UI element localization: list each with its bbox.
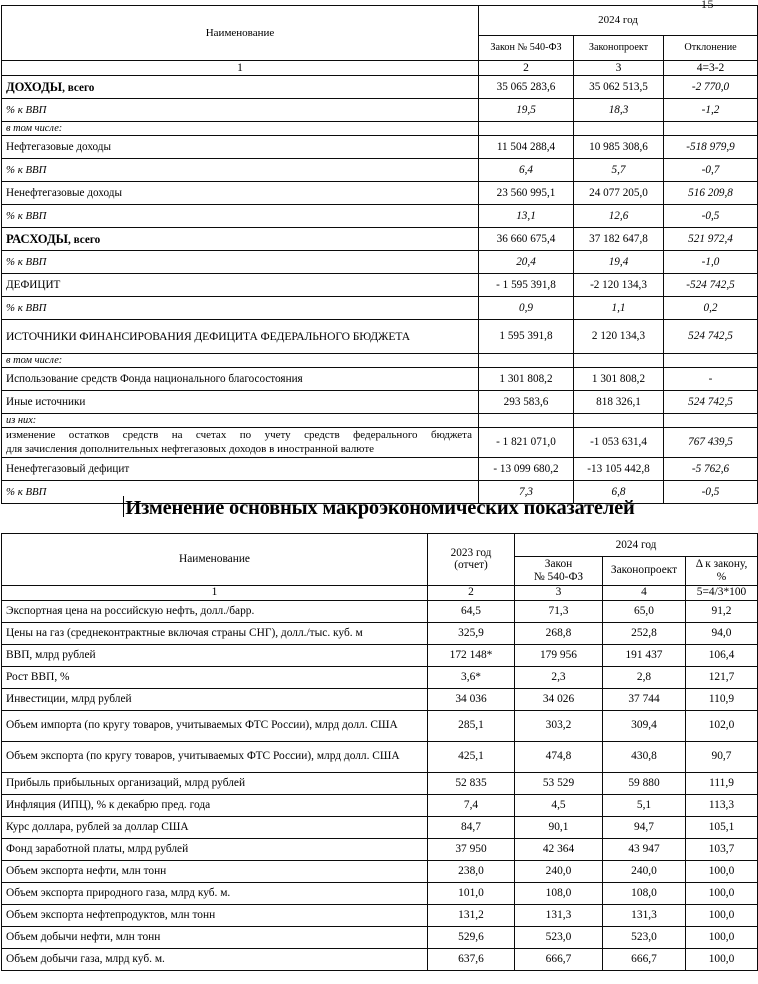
row-value-cell xyxy=(664,122,758,136)
row-label-cell: Объем импорта (по кругу товаров, учитываемых ФТС России), млрд долл. США xyxy=(2,710,428,741)
column-number-2: 2 xyxy=(479,61,574,76)
row-value-cell: 101,0 xyxy=(428,882,515,904)
row-value-cell: 238,0 xyxy=(428,860,515,882)
row-value-cell: -2 770,0 xyxy=(664,76,758,99)
row-value-cell: 0,9 xyxy=(479,297,574,320)
row-value-cell: -13 105 442,8 xyxy=(574,458,664,481)
row-value-cell: 105,1 xyxy=(686,816,758,838)
row-value-cell: 35 062 513,5 xyxy=(574,76,664,99)
row-value-cell: 0,2 xyxy=(664,297,758,320)
column-number-4: 4 xyxy=(603,585,686,600)
row-value-cell: 71,3 xyxy=(515,600,603,622)
row-value-cell: 2,8 xyxy=(603,666,686,688)
row-value-cell: 110,9 xyxy=(686,688,758,710)
row-value-cell: 34 026 xyxy=(515,688,603,710)
row-value-cell: -0,7 xyxy=(664,159,758,182)
table-row xyxy=(2,228,758,251)
row-value-cell: 5,1 xyxy=(603,794,686,816)
row-value-cell: 191 437 xyxy=(603,644,686,666)
table-row xyxy=(2,816,758,838)
table-row xyxy=(2,122,758,136)
row-value-cell: 666,7 xyxy=(515,948,603,970)
row-label-cell: Объем добычи газа, млрд куб. м. xyxy=(2,948,428,970)
macro-indicators-table-body xyxy=(2,600,758,970)
row-label-cell: % к ВВП xyxy=(2,159,479,182)
table-row xyxy=(2,882,758,904)
table-row xyxy=(2,948,758,970)
row-label-cell: % к ВВП xyxy=(2,297,479,320)
row-value-cell: 4,5 xyxy=(515,794,603,816)
table-row xyxy=(2,666,758,688)
row-value-cell: 108,0 xyxy=(515,882,603,904)
row-value-cell: 37 950 xyxy=(428,838,515,860)
table-row xyxy=(2,622,758,644)
row-value-cell: 100,0 xyxy=(686,904,758,926)
table-row xyxy=(2,414,758,428)
header-law-line2: № 540-ФЗ xyxy=(533,570,584,583)
row-value-cell: 6,8 xyxy=(574,481,664,504)
row-value-cell: 64,5 xyxy=(428,600,515,622)
row-label-main: ДОХОДЫ xyxy=(6,79,63,94)
row-value-cell: 37 744 xyxy=(603,688,686,710)
row-value-cell: 37 182 647,8 xyxy=(574,228,664,251)
table-row xyxy=(2,354,758,368)
row-value-cell: 1,1 xyxy=(574,297,664,320)
row-value-cell: 24 077 205,0 xyxy=(574,182,664,205)
row-label-cell: Объем экспорта (по кругу товаров, учитываемых ФТС России), млрд долл. США xyxy=(2,741,428,772)
row-value-cell: 42 364 xyxy=(515,838,603,860)
row-label-cell: ВВП, млрд рублей xyxy=(2,644,428,666)
row-value-cell: -1,2 xyxy=(664,99,758,122)
row-value-cell: 524 742,5 xyxy=(664,391,758,414)
row-value-cell: -0,5 xyxy=(664,205,758,228)
row-value-cell: - 1 595 391,8 xyxy=(479,274,574,297)
row-value-cell: 11 504 288,4 xyxy=(479,136,574,159)
row-value-cell: 268,8 xyxy=(515,622,603,644)
row-value-cell: 19,4 xyxy=(574,251,664,274)
row-value-cell: - 1 821 071,0 xyxy=(479,428,574,458)
row-value-cell: 102,0 xyxy=(686,710,758,741)
row-value-cell: 7,4 xyxy=(428,794,515,816)
budget-summary-table-body xyxy=(2,76,758,504)
table-row xyxy=(2,600,758,622)
row-value-cell xyxy=(479,414,574,428)
table-row xyxy=(2,99,758,122)
row-value-cell: 767 439,5 xyxy=(664,428,758,458)
row-label-cell: в том числе: xyxy=(2,354,479,368)
table-header-row xyxy=(2,6,758,36)
row-value-cell: 100,0 xyxy=(686,948,758,970)
row-label-cell: Цены на газ (среднеконтрактные включая страны СНГ), долл./тыс. куб. м xyxy=(2,622,428,644)
row-value-cell: 1 301 808,2 xyxy=(479,368,574,391)
row-value-cell: 516 209,8 xyxy=(664,182,758,205)
row-value-cell: 106,4 xyxy=(686,644,758,666)
row-value-cell xyxy=(574,122,664,136)
row-value-cell: 521 972,4 xyxy=(664,228,758,251)
row-label-cell: ДЕФИЦИТ xyxy=(2,274,479,297)
row-value-cell: 94,7 xyxy=(603,816,686,838)
column-number-2: 2 xyxy=(428,585,515,600)
row-value-cell: 3,6* xyxy=(428,666,515,688)
macro-indicators-table-header xyxy=(2,534,758,601)
row-value-cell: 100,0 xyxy=(686,882,758,904)
row-value-cell: -524 742,5 xyxy=(664,274,758,297)
column-number-3: 3 xyxy=(574,61,664,76)
row-value-cell xyxy=(574,414,664,428)
row-value-cell: 103,7 xyxy=(686,838,758,860)
row-value-cell xyxy=(664,354,758,368)
header-2023-line2: (отчет) xyxy=(454,559,488,572)
row-label-cell xyxy=(2,76,479,99)
row-value-cell: -518 979,9 xyxy=(664,136,758,159)
table-row xyxy=(2,136,758,159)
table-row xyxy=(2,860,758,882)
row-value-cell: -5 762,6 xyxy=(664,458,758,481)
row-value-cell xyxy=(479,354,574,368)
row-label-cell: % к ВВП xyxy=(2,99,479,122)
row-label-cell: Фонд заработной платы, млрд рублей xyxy=(2,838,428,860)
table-row xyxy=(2,838,758,860)
row-label-cell: Ненефтегазовые доходы xyxy=(2,182,479,205)
section-title-text: Изменение основных макроэкономических показателей xyxy=(125,497,635,519)
row-value-cell: 19,5 xyxy=(479,99,574,122)
table-row xyxy=(2,159,758,182)
row-value-cell: 108,0 xyxy=(603,882,686,904)
row-label-cell: % к ВВП xyxy=(2,251,479,274)
row-value-cell: 131,3 xyxy=(603,904,686,926)
header-cell-year-group: 2024 год xyxy=(479,6,758,36)
row-value-cell: 1 301 808,2 xyxy=(574,368,664,391)
row-value-cell: 65,0 xyxy=(603,600,686,622)
table-row xyxy=(2,205,758,228)
row-value-cell: - xyxy=(664,368,758,391)
row-label-cell: Рост ВВП, % xyxy=(2,666,428,688)
row-value-cell: 529,6 xyxy=(428,926,515,948)
row-label-cell: Объем экспорта нефтепродуктов, млн тонн xyxy=(2,904,428,926)
row-value-cell: 474,8 xyxy=(515,741,603,772)
budget-summary-table xyxy=(1,5,758,504)
row-value-cell: 293 583,6 xyxy=(479,391,574,414)
row-label-cell: Прибыль прибыльных организаций, млрд рублей xyxy=(2,772,428,794)
table-row xyxy=(2,274,758,297)
table-row xyxy=(2,794,758,816)
row-value-cell: 2,3 xyxy=(515,666,603,688)
table-row xyxy=(2,741,758,772)
row-label-cell: Ненефтегазовый дефицит xyxy=(2,458,479,481)
row-value-cell: 179 956 xyxy=(515,644,603,666)
row-value-cell: 5,7 xyxy=(574,159,664,182)
row-label-line1: изменение остатков средств на счетах по учету средств федерального бюджета xyxy=(6,429,472,442)
row-label-cell xyxy=(2,428,479,458)
row-value-cell: 13,1 xyxy=(479,205,574,228)
table-row xyxy=(2,458,758,481)
row-value-cell xyxy=(664,414,758,428)
row-value-cell: -1 053 631,4 xyxy=(574,428,664,458)
table-row xyxy=(2,772,758,794)
row-value-cell: 303,2 xyxy=(515,710,603,741)
row-value-cell: 100,0 xyxy=(686,860,758,882)
row-value-cell: 172 148* xyxy=(428,644,515,666)
row-value-cell xyxy=(574,354,664,368)
row-value-cell xyxy=(479,122,574,136)
table-row xyxy=(2,391,758,414)
header-cell-2023 xyxy=(428,534,515,586)
row-label-cell: Иные источники xyxy=(2,391,479,414)
row-label-cell: Объем добычи нефти, млн тонн xyxy=(2,926,428,948)
row-value-cell: 12,6 xyxy=(574,205,664,228)
header-cell-draft: Законопроект xyxy=(574,36,664,61)
row-label-cell: % к ВВП xyxy=(2,481,479,504)
table-row xyxy=(2,428,758,458)
row-label-cell: % к ВВП xyxy=(2,205,479,228)
row-label-cell: Объем экспорта природного газа, млрд куб. м. xyxy=(2,882,428,904)
table-column-numbers-row xyxy=(2,61,758,76)
row-value-cell: 309,4 xyxy=(603,710,686,741)
row-label-line2: для зачисления дополнительных нефтегазовых доходов в иностранной валюте xyxy=(6,442,375,455)
column-number-1: 1 xyxy=(2,585,428,600)
row-label-cell: Использование средств Фонда национального благосостояния xyxy=(2,368,479,391)
row-value-cell: 90,1 xyxy=(515,816,603,838)
row-value-cell: 666,7 xyxy=(603,948,686,970)
row-label-cell xyxy=(2,228,479,251)
page-number: 15 xyxy=(701,0,714,11)
row-value-cell: 18,3 xyxy=(574,99,664,122)
table-row xyxy=(2,76,758,99)
row-value-cell: 240,0 xyxy=(515,860,603,882)
budget-summary-table-header xyxy=(2,6,758,76)
row-value-cell: 6,4 xyxy=(479,159,574,182)
row-value-cell: 425,1 xyxy=(428,741,515,772)
row-label-cell: Курс доллара, рублей за доллар США xyxy=(2,816,428,838)
row-value-cell: 131,3 xyxy=(515,904,603,926)
column-number-5: 5=4/3*100 xyxy=(686,585,758,600)
row-label-cell: Инфляция (ИПЦ), % к декабрю пред. года xyxy=(2,794,428,816)
table-row xyxy=(2,926,758,948)
row-value-cell: -2 120 134,3 xyxy=(574,274,664,297)
table-row xyxy=(2,251,758,274)
row-label-cell: из них: xyxy=(2,414,479,428)
row-value-cell: 84,7 xyxy=(428,816,515,838)
table-header-row xyxy=(2,534,758,557)
macro-indicators-table-container xyxy=(1,533,757,971)
header-cell-delta: Δ к закону, % xyxy=(686,557,758,586)
row-label-main: РАСХОДЫ xyxy=(6,231,68,246)
row-value-cell: 111,9 xyxy=(686,772,758,794)
row-value-cell: 34 036 xyxy=(428,688,515,710)
row-value-cell: 10 985 308,6 xyxy=(574,136,664,159)
column-number-4: 4=3-2 xyxy=(664,61,758,76)
row-value-cell: 53 529 xyxy=(515,772,603,794)
table-row xyxy=(2,644,758,666)
section-title xyxy=(0,496,758,520)
row-label-cell: в том числе: xyxy=(2,122,479,136)
macro-indicators-table xyxy=(1,533,758,971)
header-cell-deviation: Отклонение xyxy=(664,36,758,61)
row-value-cell: 285,1 xyxy=(428,710,515,741)
row-value-cell: 325,9 xyxy=(428,622,515,644)
row-value-cell: 2 120 134,3 xyxy=(574,320,664,354)
row-label-cell: ИСТОЧНИКИ ФИНАНСИРОВАНИЯ ДЕФИЦИТА ФЕДЕРАЛЬНОГО БЮДЖЕТА xyxy=(2,320,479,354)
row-value-cell: 94,0 xyxy=(686,622,758,644)
row-value-cell: - 13 099 680,2 xyxy=(479,458,574,481)
header-cell-draft: Законопроект xyxy=(603,557,686,586)
row-value-cell: 240,0 xyxy=(603,860,686,882)
row-value-cell: 36 660 675,4 xyxy=(479,228,574,251)
row-value-cell: 131,2 xyxy=(428,904,515,926)
row-value-cell: 252,8 xyxy=(603,622,686,644)
row-value-cell: 121,7 xyxy=(686,666,758,688)
column-number-3: 3 xyxy=(515,585,603,600)
row-label-suffix: , всего xyxy=(67,233,101,246)
row-value-cell: 35 065 283,6 xyxy=(479,76,574,99)
column-number-1: 1 xyxy=(2,61,479,76)
table-row xyxy=(2,182,758,205)
row-value-cell: 818 326,1 xyxy=(574,391,664,414)
table-row xyxy=(2,368,758,391)
row-value-cell: 59 880 xyxy=(603,772,686,794)
header-2023-line1: 2023 год xyxy=(450,546,492,559)
table-row xyxy=(2,297,758,320)
row-value-cell: -1,0 xyxy=(664,251,758,274)
row-value-cell: 113,3 xyxy=(686,794,758,816)
row-label-cell: Нефтегазовые доходы xyxy=(2,136,479,159)
row-label-cell: Объем экспорта нефти, млн тонн xyxy=(2,860,428,882)
table-row xyxy=(2,320,758,354)
row-value-cell: 23 560 995,1 xyxy=(479,182,574,205)
header-cell-law xyxy=(515,557,603,586)
row-value-cell: 7,3 xyxy=(479,481,574,504)
row-value-cell: 20,4 xyxy=(479,251,574,274)
header-cell-year-group: 2024 год xyxy=(515,534,758,557)
row-value-cell: 52 835 xyxy=(428,772,515,794)
header-cell-law: Закон № 540-ФЗ xyxy=(479,36,574,61)
header-law-line1: Закон xyxy=(544,558,573,570)
row-value-cell: 43 947 xyxy=(603,838,686,860)
row-value-cell: 524 742,5 xyxy=(664,320,758,354)
header-cell-name: Наименование xyxy=(2,534,428,586)
row-value-cell: 1 595 391,8 xyxy=(479,320,574,354)
table-row xyxy=(2,904,758,926)
row-value-cell: 100,0 xyxy=(686,926,758,948)
row-value-cell: 430,8 xyxy=(603,741,686,772)
row-label-cell: Инвестиции, млрд рублей xyxy=(2,688,428,710)
table-row xyxy=(2,688,758,710)
table-row xyxy=(2,710,758,741)
row-value-cell: 523,0 xyxy=(515,926,603,948)
row-value-cell: 90,7 xyxy=(686,741,758,772)
header-cell-name: Наименование xyxy=(2,6,479,61)
budget-summary-table-container xyxy=(1,5,757,504)
row-label-suffix: , всего xyxy=(62,81,95,94)
row-value-cell: 91,2 xyxy=(686,600,758,622)
row-label-cell: Экспортная цена на российскую нефть, долл./барр. xyxy=(2,600,428,622)
row-value-cell: -0,5 xyxy=(664,481,758,504)
row-value-cell: 637,6 xyxy=(428,948,515,970)
row-value-cell: 523,0 xyxy=(603,926,686,948)
table-column-numbers-row xyxy=(2,585,758,600)
